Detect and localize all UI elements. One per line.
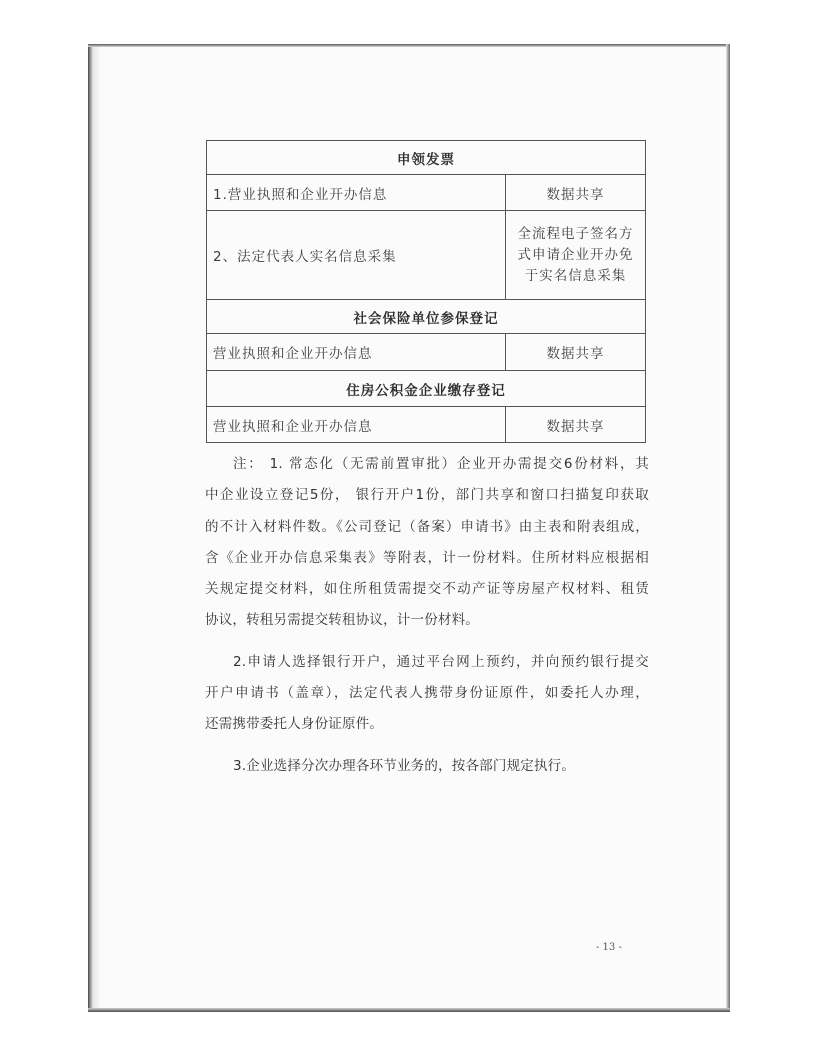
- material-method-line: 式申请企业开办免: [517, 246, 634, 263]
- section-header-row: [207, 141, 646, 175]
- note-line: 含《企业开办信息采集表》等附表，计一份材料。住所材料应根据相: [205, 549, 649, 566]
- materials-table: [206, 140, 646, 443]
- note-line: 关规定提交材料，如住所租赁需提交不动产证等房屋产权材料、租赁: [205, 581, 649, 598]
- material-method: 数据共享: [506, 334, 646, 371]
- note-line: 注： 1. 常态化（无需前置审批）企业开办需提交6份材料，其: [233, 456, 649, 472]
- section-title-housing-fund: 住房公积金企业缴存登记: [207, 371, 646, 407]
- note-line: 3.企业选择分次办理各环节业务的，按各部门规定执行。: [233, 757, 576, 774]
- section-title-social-insurance: 社会保险单位参保登记: [207, 300, 646, 334]
- note-2: [205, 647, 649, 741]
- table-row: [207, 211, 646, 300]
- page-number: - 13 -: [596, 942, 622, 953]
- note-line: 2.申请人选择银行开户，通过平台网上预约，并向预约银行提交: [233, 653, 649, 670]
- table-row: [207, 175, 646, 211]
- note-line: 中企业设立登记5份， 银行开户1份，部门共享和窗口扫描复印获取: [205, 487, 649, 504]
- material-item: 2、法定代表人实名信息采集: [207, 211, 506, 300]
- note-line: 还需携带委托人身份证原件。: [205, 716, 384, 733]
- notes-section: [205, 449, 649, 782]
- material-method: 数据共享: [506, 175, 646, 211]
- section-title-invoice: 申领发票: [207, 141, 646, 175]
- note-line: 开户申请书（盖章），法定代表人携带身份证原件，如委托人办理，: [205, 685, 649, 702]
- table-row: [207, 334, 646, 371]
- section-header-row: [207, 300, 646, 334]
- note-line: 的不计入材料件数。《公司登记（备案）申请书》由主表和附表组成，: [205, 518, 649, 535]
- note-1: [205, 449, 649, 637]
- material-method: 数据共享: [506, 407, 646, 443]
- table-row: [207, 407, 646, 443]
- note-line: 协议，转租另需提交转租协议，计一份材料。: [205, 612, 479, 629]
- scan-edge-bottom: [88, 1008, 730, 1012]
- material-method-line: 全流程电子签名方: [517, 225, 634, 242]
- material-item: 营业执照和企业开办信息: [207, 334, 506, 371]
- material-item: 1.营业执照和企业开办信息: [207, 175, 506, 211]
- material-method: [506, 211, 646, 300]
- scan-edge-left: [88, 44, 100, 1012]
- material-method-line: 于实名信息采集: [524, 267, 627, 284]
- section-header-row: [207, 371, 646, 407]
- scan-edge-right: [726, 44, 730, 1012]
- material-item: 营业执照和企业开办信息: [207, 407, 506, 443]
- note-3: [205, 751, 649, 782]
